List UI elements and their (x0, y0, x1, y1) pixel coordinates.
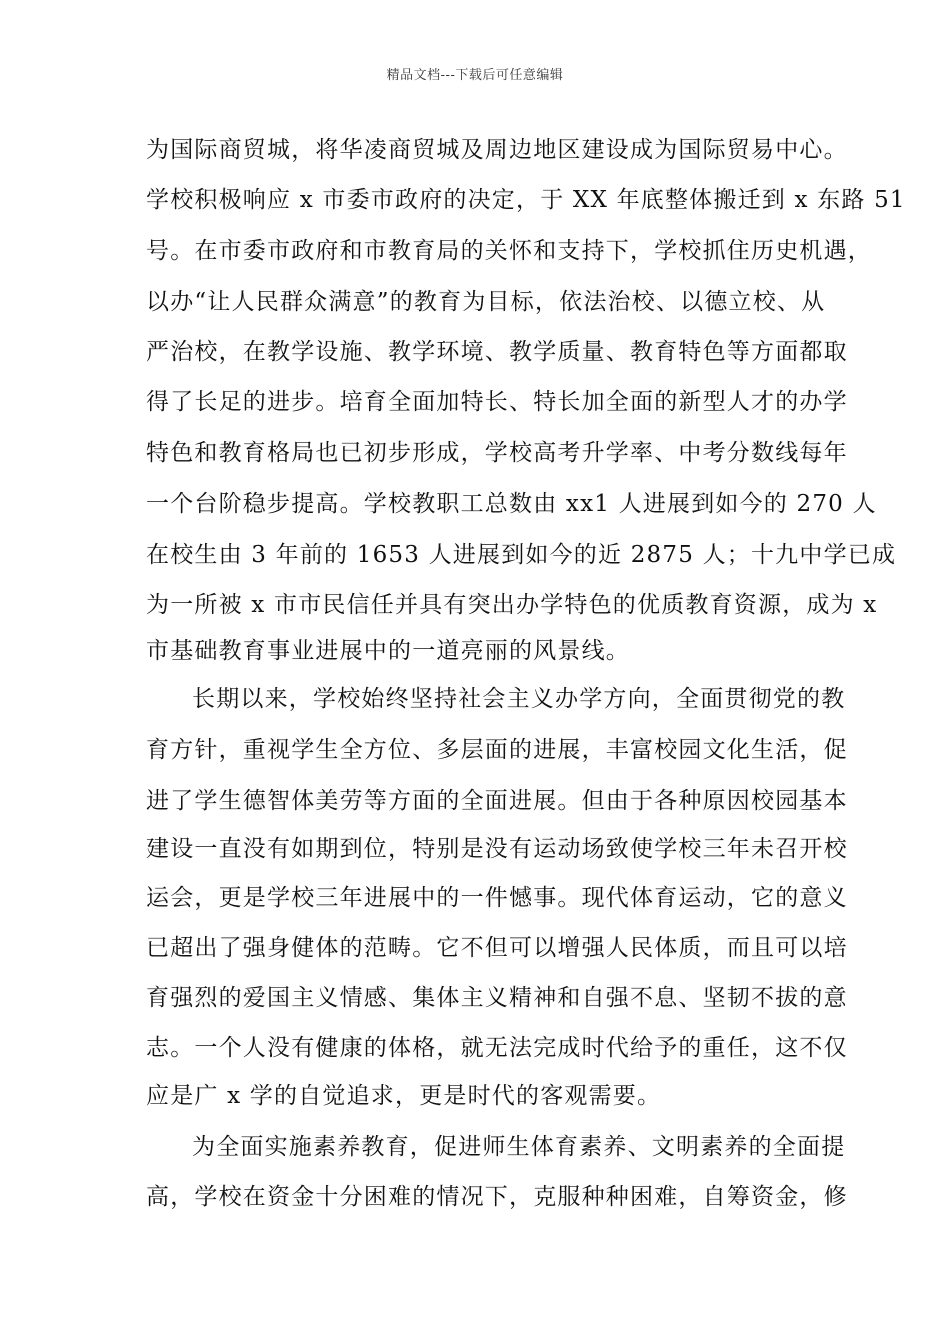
paragraph-first-line: 为全面实施素养教育，促进师生体育素养、文明素养的全面提 (192, 1134, 846, 1160)
text-line: 志。一个人没有健康的体格，就无法完成时代给予的重任，这不仅 (146, 1035, 848, 1061)
text-line: 高，学校在资金十分困难的情况下，克服种种困难，自筹资金，修 (146, 1184, 848, 1210)
text-line: 得了长足的进步。培育全面加特长、特长加全面的新型人才的办学 (146, 389, 848, 415)
text-line: 进了学生德智体美劳等方面的全面进展。但由于各种原因校园基本 (146, 788, 848, 814)
paragraph-first-line: 长期以来，学校始终坚持社会主义办学方向，全面贯彻党的教 (192, 686, 846, 712)
text-line: 特色和教育格局也已初步形成，学校高考升学率、中考分数线每年 (146, 440, 848, 466)
text-line: 运会，更是学校三年进展中的一件憾事。现代体育运动，它的意义 (146, 885, 848, 911)
text-line: 在校生由 3 年前的 1653 人进展到如今的近 2875 人；十九中学已成 (146, 542, 897, 568)
text-line: 为国际商贸城，将华凌商贸城及周边地区建设成为国际贸易中心。 (146, 137, 848, 163)
text-line: 育方针，重视学生全方位、多层面的进展，丰富校园文化生活，促 (146, 737, 848, 763)
text-line: 应是广 x 学的自觉追求，更是时代的客观需要。 (146, 1083, 662, 1109)
text-line: 学校积极响应 x 市委市政府的决定，于 XX 年底整体搬迁到 x 东路 51 (146, 187, 906, 213)
text-line: 市基础教育事业进展中的一道亮丽的风景线。 (146, 638, 630, 664)
text-line: 建设一直没有如期到位，特别是没有运动场致使学校三年未召开校 (146, 836, 848, 862)
text-line: 育强烈的爱国主义情感、集体主义精神和自强不息、坚韧不拔的意 (146, 985, 848, 1011)
page-header: 精品文档---下载后可任意编辑 (386, 68, 564, 83)
text-line: 以办“让人民群众满意”的教育为目标，依法治校、以德立校、从 (146, 289, 826, 315)
text-line: 号。在市委市政府和市教育局的关怀和支持下，学校抓住历史机遇， (146, 238, 872, 264)
text-line: 严治校，在教学设施、教学环境、教学质量、教育特色等方面都取 (146, 339, 848, 365)
text-line: 一个台阶稳步提高。学校教职工总数由 xx1 人进展到如今的 270 人 (146, 491, 877, 517)
text-line: 已超出了强身健体的范畴。它不但可以增强人民体质，而且可以培 (146, 935, 848, 961)
text-line: 为一所被 x 市市民信任并具有突出办学特色的优质教育资源，成为 x (146, 592, 878, 618)
